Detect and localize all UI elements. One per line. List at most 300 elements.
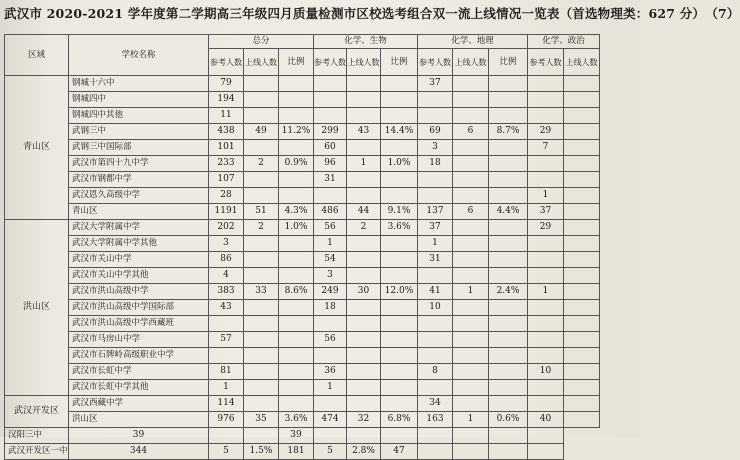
chem-pol-participants bbox=[528, 380, 564, 396]
chem-bio-online bbox=[347, 76, 381, 92]
table-row bbox=[5, 156, 600, 172]
chem-geo-participants bbox=[381, 428, 418, 444]
total-ratio: 3.6% bbox=[279, 412, 314, 428]
header-participants: 参考人数 bbox=[209, 49, 244, 76]
chem-geo-online bbox=[453, 188, 489, 204]
header-district: 区域 bbox=[5, 35, 69, 76]
chem-bio-participants: 486 bbox=[314, 204, 347, 220]
total-ratio bbox=[279, 76, 314, 92]
chem-bio-participants bbox=[314, 92, 347, 108]
chem-pol-online bbox=[564, 220, 600, 236]
chem-bio-participants: 36 bbox=[314, 364, 347, 380]
chem-pol-online bbox=[564, 300, 600, 316]
chem-geo-ratio bbox=[489, 92, 528, 108]
school-name: 武汉市洪山高级中学国际部 bbox=[69, 300, 209, 316]
total-participants: 79 bbox=[209, 76, 244, 92]
total-ratio bbox=[279, 332, 314, 348]
table-row bbox=[5, 300, 600, 316]
total-participants: 107 bbox=[209, 172, 244, 188]
chem-geo-participants bbox=[418, 188, 453, 204]
chem-bio-ratio bbox=[347, 428, 381, 444]
table-row bbox=[5, 412, 600, 428]
total-ratio bbox=[279, 172, 314, 188]
chem-pol-participants: 29 bbox=[528, 220, 564, 236]
chem-bio-ratio bbox=[381, 300, 418, 316]
chem-geo-ratio: 4.4% bbox=[489, 204, 528, 220]
header-online: 上线人数 bbox=[244, 49, 279, 76]
header-participants: 参考人数 bbox=[314, 49, 347, 76]
chem-pol-online bbox=[528, 428, 564, 444]
chem-bio-participants bbox=[314, 108, 347, 124]
total-participants: 81 bbox=[209, 364, 244, 380]
header-school: 学校名称 bbox=[69, 35, 209, 76]
chem-bio-ratio bbox=[381, 364, 418, 380]
chem-bio-ratio bbox=[381, 332, 418, 348]
total-participants: 383 bbox=[209, 284, 244, 300]
table-row bbox=[5, 140, 600, 156]
chem-bio-ratio: 9.1% bbox=[381, 204, 418, 220]
chem-geo-participants bbox=[418, 332, 453, 348]
chem-geo-online: 1 bbox=[453, 284, 489, 300]
total-ratio bbox=[279, 396, 314, 412]
school-name: 武汉市石牌岭高级职业中学 bbox=[69, 348, 209, 364]
chem-pol-online bbox=[564, 348, 600, 364]
total-online: 2 bbox=[244, 220, 279, 236]
chem-pol-online bbox=[564, 188, 600, 204]
school-name: 武汉市关山中学 bbox=[69, 252, 209, 268]
chem-geo-online bbox=[453, 220, 489, 236]
chem-pol-participants bbox=[528, 348, 564, 364]
header-chem-pol: 化学、政治 bbox=[528, 35, 600, 49]
chem-pol-online bbox=[564, 364, 600, 380]
chem-pol-online bbox=[564, 396, 600, 412]
chem-geo-ratio: 8.7% bbox=[489, 124, 528, 140]
chem-geo-ratio bbox=[489, 252, 528, 268]
chem-geo-ratio bbox=[489, 236, 528, 252]
chem-bio-ratio bbox=[381, 172, 418, 188]
total-participants bbox=[209, 316, 244, 332]
chem-pol-online bbox=[564, 92, 600, 108]
total-ratio bbox=[279, 252, 314, 268]
header-online: 上线人数 bbox=[453, 49, 489, 76]
total-participants: 233 bbox=[209, 156, 244, 172]
header-total: 总分 bbox=[209, 35, 314, 49]
school-name: 武汉市钢都中学 bbox=[69, 172, 209, 188]
total-ratio: 0.9% bbox=[279, 156, 314, 172]
total-participants: 1 bbox=[209, 380, 244, 396]
chem-bio-ratio: 6.8% bbox=[381, 412, 418, 428]
header-chem-bio: 化学、生物 bbox=[314, 35, 418, 49]
chem-bio-online bbox=[347, 380, 381, 396]
total-online: 51 bbox=[244, 204, 279, 220]
chem-pol-online bbox=[564, 236, 600, 252]
chem-pol-participants bbox=[528, 172, 564, 188]
table-row bbox=[5, 124, 600, 140]
chem-bio-ratio bbox=[381, 188, 418, 204]
table-row bbox=[5, 396, 600, 412]
school-name: 武汉市长虹中学 bbox=[69, 364, 209, 380]
total-participants: 344 bbox=[69, 444, 209, 460]
total-ratio bbox=[279, 380, 314, 396]
chem-bio-ratio bbox=[381, 108, 418, 124]
chem-geo-ratio bbox=[489, 108, 528, 124]
total-online: 2 bbox=[244, 156, 279, 172]
table-row bbox=[5, 348, 600, 364]
total-online bbox=[244, 380, 279, 396]
total-participants: 114 bbox=[209, 396, 244, 412]
chem-geo-participants bbox=[418, 172, 453, 188]
chem-pol-online bbox=[564, 76, 600, 92]
chem-bio-participants: 60 bbox=[314, 140, 347, 156]
chem-bio-ratio bbox=[381, 236, 418, 252]
total-participants: 976 bbox=[209, 412, 244, 428]
school-name: 武钢三中国际部 bbox=[69, 140, 209, 156]
chem-bio-online: 32 bbox=[347, 412, 381, 428]
chem-geo-online: 6 bbox=[453, 204, 489, 220]
total-online: 5 bbox=[209, 444, 244, 460]
district-cell: 武汉开发区 bbox=[5, 396, 69, 428]
total-online bbox=[244, 236, 279, 252]
chem-geo-ratio bbox=[489, 364, 528, 380]
chem-bio-online: 1 bbox=[347, 156, 381, 172]
chem-geo-participants: 47 bbox=[381, 444, 418, 460]
chem-bio-participants: 1 bbox=[314, 236, 347, 252]
chem-pol-participants: 1 bbox=[528, 188, 564, 204]
table-row bbox=[5, 204, 600, 220]
table-row bbox=[5, 188, 600, 204]
chem-pol-online bbox=[564, 108, 600, 124]
total-participants: 438 bbox=[209, 124, 244, 140]
chem-bio-ratio bbox=[381, 252, 418, 268]
total-ratio: 1.0% bbox=[279, 220, 314, 236]
school-name: 武汉市洪山高级中学 bbox=[69, 284, 209, 300]
chem-bio-participants: 249 bbox=[314, 284, 347, 300]
total-participants: 101 bbox=[209, 140, 244, 156]
chem-geo-ratio bbox=[489, 172, 528, 188]
chem-geo-ratio bbox=[489, 332, 528, 348]
chem-bio-participants: 31 bbox=[314, 172, 347, 188]
chem-geo-ratio bbox=[489, 140, 528, 156]
total-participants: 39 bbox=[69, 428, 209, 444]
chem-pol-online bbox=[564, 156, 600, 172]
school-name: 武汉市长虹中学其他 bbox=[69, 380, 209, 396]
total-participants: 57 bbox=[209, 332, 244, 348]
chem-pol-participants: 29 bbox=[528, 124, 564, 140]
header-online: 上线人数 bbox=[564, 49, 600, 76]
chem-bio-ratio: 12.0% bbox=[381, 284, 418, 300]
total-participants: 3 bbox=[209, 236, 244, 252]
chem-pol-online bbox=[564, 284, 600, 300]
chem-bio-ratio bbox=[381, 140, 418, 156]
total-online: 49 bbox=[244, 124, 279, 140]
chem-bio-online bbox=[347, 140, 381, 156]
district-cell: 青山区 bbox=[5, 76, 69, 220]
table-row bbox=[5, 268, 600, 284]
chem-pol-online bbox=[564, 140, 600, 156]
table-row bbox=[5, 284, 600, 300]
chem-geo-participants: 10 bbox=[418, 300, 453, 316]
chem-bio-ratio bbox=[381, 396, 418, 412]
chem-bio-online: 2 bbox=[347, 220, 381, 236]
chem-geo-online bbox=[453, 380, 489, 396]
school-name: 武汉恩久高级中学 bbox=[69, 188, 209, 204]
table-row bbox=[5, 108, 600, 124]
school-name: 钢城十六中 bbox=[69, 76, 209, 92]
chem-geo-online bbox=[453, 108, 489, 124]
chem-pol-online bbox=[564, 172, 600, 188]
chem-pol-participants: 1 bbox=[528, 284, 564, 300]
total-participants: 194 bbox=[209, 92, 244, 108]
chem-bio-participants: 474 bbox=[314, 412, 347, 428]
chem-pol-participants: 40 bbox=[528, 412, 564, 428]
chem-geo-online bbox=[453, 348, 489, 364]
chem-geo-online: 1 bbox=[453, 412, 489, 428]
chem-geo-online bbox=[418, 428, 453, 444]
chem-bio-participants bbox=[314, 316, 347, 332]
chem-bio-participants bbox=[314, 188, 347, 204]
chem-geo-participants: 137 bbox=[418, 204, 453, 220]
total-participants: 11 bbox=[209, 108, 244, 124]
chem-bio-ratio bbox=[381, 268, 418, 284]
chem-bio-participants bbox=[314, 348, 347, 364]
chem-geo-ratio bbox=[489, 316, 528, 332]
chem-bio-participants: 96 bbox=[314, 156, 347, 172]
chem-pol-participants bbox=[528, 396, 564, 412]
total-online: 33 bbox=[244, 284, 279, 300]
table-row bbox=[5, 172, 600, 188]
total-participants bbox=[209, 348, 244, 364]
chem-pol-online bbox=[564, 316, 600, 332]
total-ratio bbox=[244, 428, 279, 444]
chem-pol-participants bbox=[528, 316, 564, 332]
school-name: 武汉市洪山高级中学西藏班 bbox=[69, 316, 209, 332]
school-name: 洪山区 bbox=[69, 412, 209, 428]
total-participants: 4 bbox=[209, 268, 244, 284]
total-ratio bbox=[279, 236, 314, 252]
total-online bbox=[244, 348, 279, 364]
chem-pol-participants bbox=[528, 252, 564, 268]
chem-bio-ratio bbox=[381, 76, 418, 92]
total-online bbox=[244, 172, 279, 188]
chem-geo-ratio bbox=[489, 396, 528, 412]
table-row bbox=[5, 316, 600, 332]
chem-bio-participants bbox=[314, 396, 347, 412]
chem-bio-online bbox=[347, 108, 381, 124]
chem-pol-participants bbox=[528, 268, 564, 284]
school-name: 武汉市马房山中学 bbox=[69, 332, 209, 348]
table-row bbox=[5, 428, 600, 444]
chem-bio-online bbox=[347, 252, 381, 268]
chem-bio-online bbox=[347, 236, 381, 252]
chem-geo-ratio bbox=[489, 300, 528, 316]
chem-geo-online bbox=[453, 156, 489, 172]
header-ratio: 比例 bbox=[279, 49, 314, 76]
chem-bio-participants: 56 bbox=[314, 220, 347, 236]
chem-bio-online: 30 bbox=[347, 284, 381, 300]
chem-bio-online: 44 bbox=[347, 204, 381, 220]
total-online bbox=[244, 108, 279, 124]
chem-geo-participants: 31 bbox=[418, 252, 453, 268]
table-row bbox=[5, 444, 600, 460]
total-online bbox=[244, 76, 279, 92]
school-name: 汉阳三中 bbox=[5, 428, 69, 444]
chem-bio-online bbox=[347, 268, 381, 284]
chem-geo-participants: 3 bbox=[418, 140, 453, 156]
table-row bbox=[5, 364, 600, 380]
chem-pol-online bbox=[528, 444, 564, 460]
total-participants: 86 bbox=[209, 252, 244, 268]
total-online bbox=[244, 268, 279, 284]
total-online bbox=[209, 428, 244, 444]
chem-geo-online bbox=[453, 316, 489, 332]
total-online bbox=[244, 252, 279, 268]
chem-bio-participants: 56 bbox=[314, 332, 347, 348]
chem-geo-online bbox=[453, 252, 489, 268]
total-online bbox=[244, 300, 279, 316]
chem-geo-ratio bbox=[489, 348, 528, 364]
table-row bbox=[5, 236, 600, 252]
chem-bio-online bbox=[314, 428, 347, 444]
school-name: 武汉西藏中学 bbox=[69, 396, 209, 412]
total-ratio bbox=[279, 348, 314, 364]
total-online bbox=[244, 188, 279, 204]
chem-bio-online bbox=[347, 364, 381, 380]
chem-bio-ratio: 3.6% bbox=[381, 220, 418, 236]
chem-pol-online bbox=[564, 124, 600, 140]
page-title: 武汉市 2020-2021 学年度第二学期高三年级四月质量检测市区校选考组合双一流上线情况一览表（首选物理类：627 分） （7） bbox=[4, 6, 740, 21]
chem-geo-participants: 18 bbox=[418, 156, 453, 172]
chem-geo-participants: 69 bbox=[418, 124, 453, 140]
chem-pol-online bbox=[564, 252, 600, 268]
school-name: 武汉大学附属中学其他 bbox=[69, 236, 209, 252]
chem-geo-online bbox=[453, 300, 489, 316]
chem-bio-ratio bbox=[381, 348, 418, 364]
header-ratio: 比例 bbox=[381, 49, 418, 76]
chem-geo-participants: 163 bbox=[418, 412, 453, 428]
school-name: 武汉市关山中学其他 bbox=[69, 268, 209, 284]
chem-pol-online bbox=[564, 268, 600, 284]
total-ratio bbox=[279, 364, 314, 380]
total-online bbox=[244, 364, 279, 380]
chem-bio-participants: 299 bbox=[314, 124, 347, 140]
district-cell: 洪山区 bbox=[5, 220, 69, 396]
chem-geo-ratio bbox=[489, 156, 528, 172]
chem-bio-online bbox=[347, 172, 381, 188]
chem-bio-participants: 1 bbox=[314, 380, 347, 396]
total-online bbox=[244, 92, 279, 108]
total-participants: 43 bbox=[209, 300, 244, 316]
total-online bbox=[244, 140, 279, 156]
chem-pol-participants: 7 bbox=[528, 140, 564, 156]
chem-geo-ratio bbox=[489, 76, 528, 92]
chem-pol-participants: 10 bbox=[528, 364, 564, 380]
chem-pol-participants: 37 bbox=[528, 204, 564, 220]
chem-geo-participants: 37 bbox=[418, 220, 453, 236]
table-row bbox=[5, 252, 600, 268]
chem-bio-participants: 39 bbox=[279, 428, 314, 444]
chem-pol-participants bbox=[528, 332, 564, 348]
total-ratio: 1.5% bbox=[244, 444, 279, 460]
header-participants: 参考人数 bbox=[528, 49, 564, 76]
school-name: 武汉开发区一中 bbox=[5, 444, 69, 460]
chem-geo-participants: 41 bbox=[418, 284, 453, 300]
total-participants: 28 bbox=[209, 188, 244, 204]
chem-geo-participants bbox=[418, 380, 453, 396]
chem-geo-online bbox=[453, 92, 489, 108]
chem-bio-ratio: 2.8% bbox=[347, 444, 381, 460]
chem-geo-online bbox=[453, 268, 489, 284]
chem-pol-participants bbox=[528, 108, 564, 124]
chem-bio-participants: 3 bbox=[314, 268, 347, 284]
chem-bio-online bbox=[347, 348, 381, 364]
school-name: 武钢三中 bbox=[69, 124, 209, 140]
total-participants: 1191 bbox=[209, 204, 244, 220]
chem-bio-online bbox=[347, 300, 381, 316]
chem-bio-ratio: 14.4% bbox=[381, 124, 418, 140]
total-ratio bbox=[279, 92, 314, 108]
chem-geo-online bbox=[453, 364, 489, 380]
total-ratio: 8.6% bbox=[279, 284, 314, 300]
total-online bbox=[244, 316, 279, 332]
chem-pol-online bbox=[564, 380, 600, 396]
total-online: 35 bbox=[244, 412, 279, 428]
chem-geo-online bbox=[453, 140, 489, 156]
chem-geo-ratio: 0.6% bbox=[489, 412, 528, 428]
chem-bio-online bbox=[347, 396, 381, 412]
chem-bio-online bbox=[347, 92, 381, 108]
table-row bbox=[5, 380, 600, 396]
chem-bio-online: 5 bbox=[314, 444, 347, 460]
header-ratio: 比例 bbox=[489, 49, 528, 76]
chem-geo-online bbox=[453, 172, 489, 188]
chem-geo-participants bbox=[418, 92, 453, 108]
total-online bbox=[244, 332, 279, 348]
chem-geo-participants: 8 bbox=[418, 364, 453, 380]
school-name: 钢城四中其他 bbox=[69, 108, 209, 124]
school-name: 青山区 bbox=[69, 204, 209, 220]
chem-geo-participants: 1 bbox=[418, 236, 453, 252]
chem-geo-ratio bbox=[489, 220, 528, 236]
chem-geo-ratio bbox=[453, 428, 489, 444]
chem-bio-online bbox=[347, 188, 381, 204]
total-online bbox=[244, 396, 279, 412]
chem-bio-participants: 181 bbox=[279, 444, 314, 460]
school-name: 武汉市第四十九中学 bbox=[69, 156, 209, 172]
chem-geo-online bbox=[453, 332, 489, 348]
chem-geo-online bbox=[453, 76, 489, 92]
chem-bio-participants: 18 bbox=[314, 300, 347, 316]
total-participants: 202 bbox=[209, 220, 244, 236]
chem-bio-online: 43 bbox=[347, 124, 381, 140]
chem-geo-online bbox=[418, 444, 453, 460]
chem-bio-online bbox=[347, 316, 381, 332]
chem-pol-online bbox=[564, 412, 600, 428]
total-ratio bbox=[279, 316, 314, 332]
chem-pol-participants bbox=[528, 300, 564, 316]
chem-bio-ratio bbox=[381, 380, 418, 396]
chem-geo-online bbox=[453, 236, 489, 252]
total-ratio bbox=[279, 108, 314, 124]
header-chem-geo: 化学、地理 bbox=[418, 35, 528, 49]
total-ratio bbox=[279, 268, 314, 284]
chem-geo-ratio bbox=[489, 268, 528, 284]
chem-geo-ratio bbox=[489, 188, 528, 204]
table-row bbox=[5, 332, 600, 348]
chem-pol-participants bbox=[528, 156, 564, 172]
chem-bio-participants: 54 bbox=[314, 252, 347, 268]
total-ratio bbox=[279, 140, 314, 156]
header-participants: 参考人数 bbox=[418, 49, 453, 76]
